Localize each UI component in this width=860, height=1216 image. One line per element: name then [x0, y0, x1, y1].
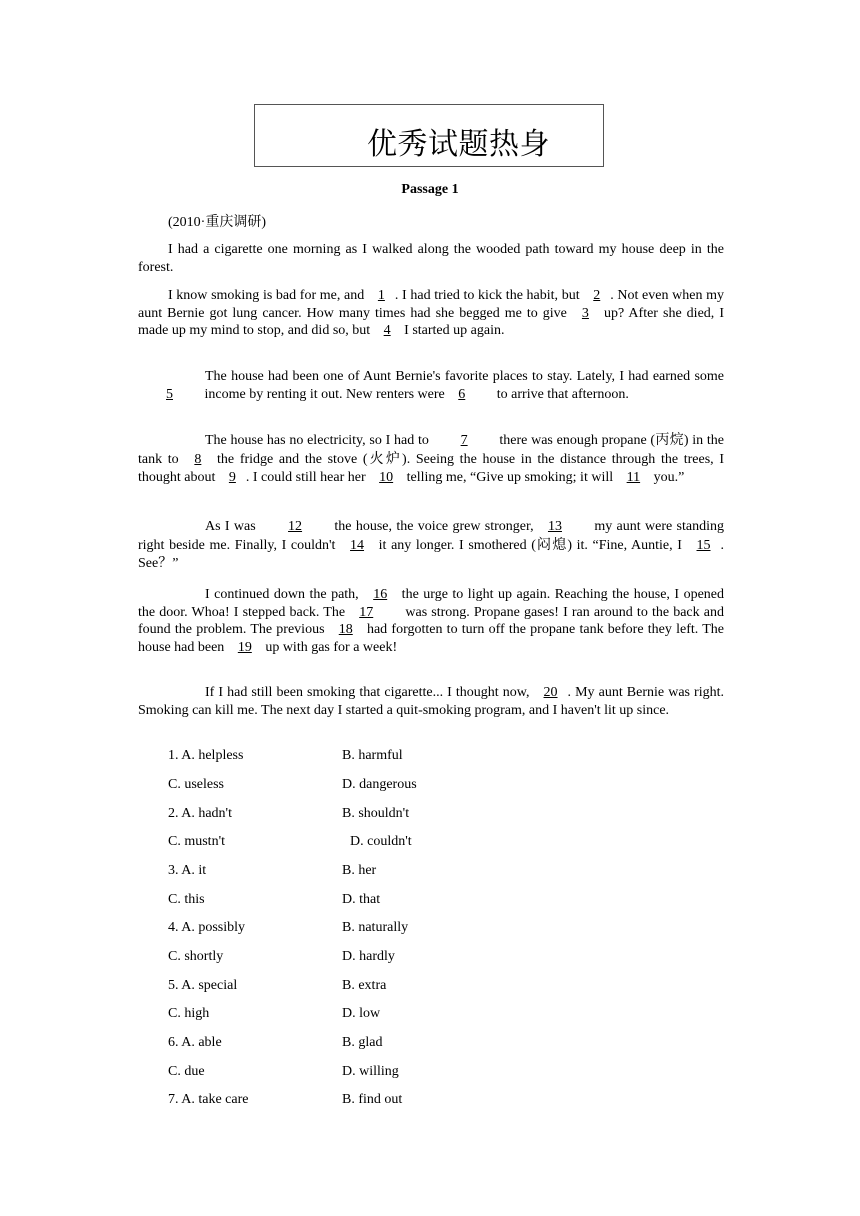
blank-4: 4 [383, 323, 391, 338]
paragraph-1 [138, 241, 724, 276]
blank-2: 2 [593, 288, 601, 303]
blank-17: 17 [359, 604, 374, 620]
option-6a: 6. A. able [168, 1035, 222, 1050]
blank-13: 13 [547, 519, 562, 534]
option-5d: D. low [342, 1006, 381, 1021]
paragraph-5: As I was 12 the house, the voice grew stronger, 13 my aunt were standing right beside me. Finally, I couldn't 14 it any longer. I smothered (闷熄) it. “Fine, Auntie, I 15 . See？” [138, 519, 725, 571]
passage-title: Passage 1 [401, 182, 459, 197]
paragraph-1-text: I had a cigarette one morning as I walked along the wooded path toward my house deep in the forest. [138, 242, 724, 275]
blank-12: 12 [288, 519, 303, 534]
option-2d: D. couldn't [350, 834, 412, 849]
blank-1: 1 [377, 288, 385, 303]
blank-6: 6 [458, 386, 466, 402]
option-6b: B. glad [342, 1035, 383, 1050]
option-4a: 4. A. possibly [168, 920, 246, 935]
option-5a: 5. A. special [168, 978, 238, 993]
paragraph-7: If I had still been smoking that cigarette... I thought now, 20 . My aunt Bernie was right. Smoking can kill me. The next day I started a quit-smoking program, and I haven't lit up since. [138, 685, 724, 718]
option-3d: D. that [342, 892, 381, 907]
blank-16: 16 [373, 587, 388, 602]
option-6c: C. due [168, 1064, 205, 1079]
blank-8: 8 [194, 451, 202, 467]
option-5b: B. extra [342, 978, 387, 993]
option-3a: 3. A. it [168, 863, 207, 878]
page-title: 优秀试题热身 [367, 127, 550, 162]
option-1c: C. useless [168, 777, 224, 792]
option-4b: B. naturally [342, 920, 409, 935]
option-2b: B. shouldn't [342, 806, 410, 821]
blank-5: 5 [166, 386, 173, 402]
option-1b: B. harmful [342, 748, 403, 763]
option-4d: D. hardly [342, 949, 395, 964]
blank-3: 3 [581, 305, 589, 321]
paragraph-4: The house has no electricity, so I had to 7 there was enough propane (丙烷) in the tank to 8 the fridge and the stove (火炉). Seeing the house in the distance through the trees, I thought about 9 . I could still hear her 10 telling me, “Give up smoking; it will 11 you.” [138, 433, 724, 485]
blank-14: 14 [350, 537, 365, 553]
paragraph-3: The house had been one of Aunt Bernie's favorite places to stay. Lately, I had earned some 5 income by renting it out. New renters were 6 to arrive that afternoon. [138, 368, 724, 403]
option-3c: C. this [168, 892, 205, 907]
blank-10: 10 [379, 470, 394, 485]
option-4c: C. shortly [168, 949, 224, 964]
option-1a: 1. A. helpless [168, 748, 244, 763]
blank-11: 11 [626, 470, 641, 485]
blank-20: 20 [543, 685, 558, 700]
passage-source: (2010·重庆调研) [168, 215, 266, 230]
title-box [254, 104, 604, 167]
option-3b: B. her [342, 863, 377, 878]
option-2c: C. mustn't [168, 834, 225, 849]
blank-9: 9 [228, 470, 236, 485]
blank-19: 19 [237, 639, 252, 655]
blank-15: 15 [696, 537, 711, 553]
option-1d: D. dangerous [342, 777, 417, 792]
option-5c: C. high [168, 1006, 210, 1021]
paragraph-2: I know smoking is bad for me, and 1 . I had tried to kick the habit, but 2 . Not even when my aunt Bernie got lung cancer. How many times had she begged me to give 3 up? After she died, I made up my mind to stop, and did so, but 4 I started up again. [138, 288, 724, 338]
blank-18: 18 [338, 622, 353, 637]
option-6d: D. willing [342, 1064, 399, 1079]
option-7b: B. find out [342, 1092, 403, 1107]
paragraph-6: I continued down the path, 16 the urge to light up again. Reaching the house, I opened the door. Whoa! I stepped back. The 17 was strong. Propane gases! I ran around to the back and found the problem. The previous 18 had forgotten to turn off the propane tank before they left. The house had been 19 up with gas for a week! [138, 587, 725, 655]
option-7a: 7. A. take care [168, 1092, 249, 1107]
blank-7: 7 [460, 433, 468, 448]
option-2a: 2. A. hadn't [168, 806, 232, 821]
